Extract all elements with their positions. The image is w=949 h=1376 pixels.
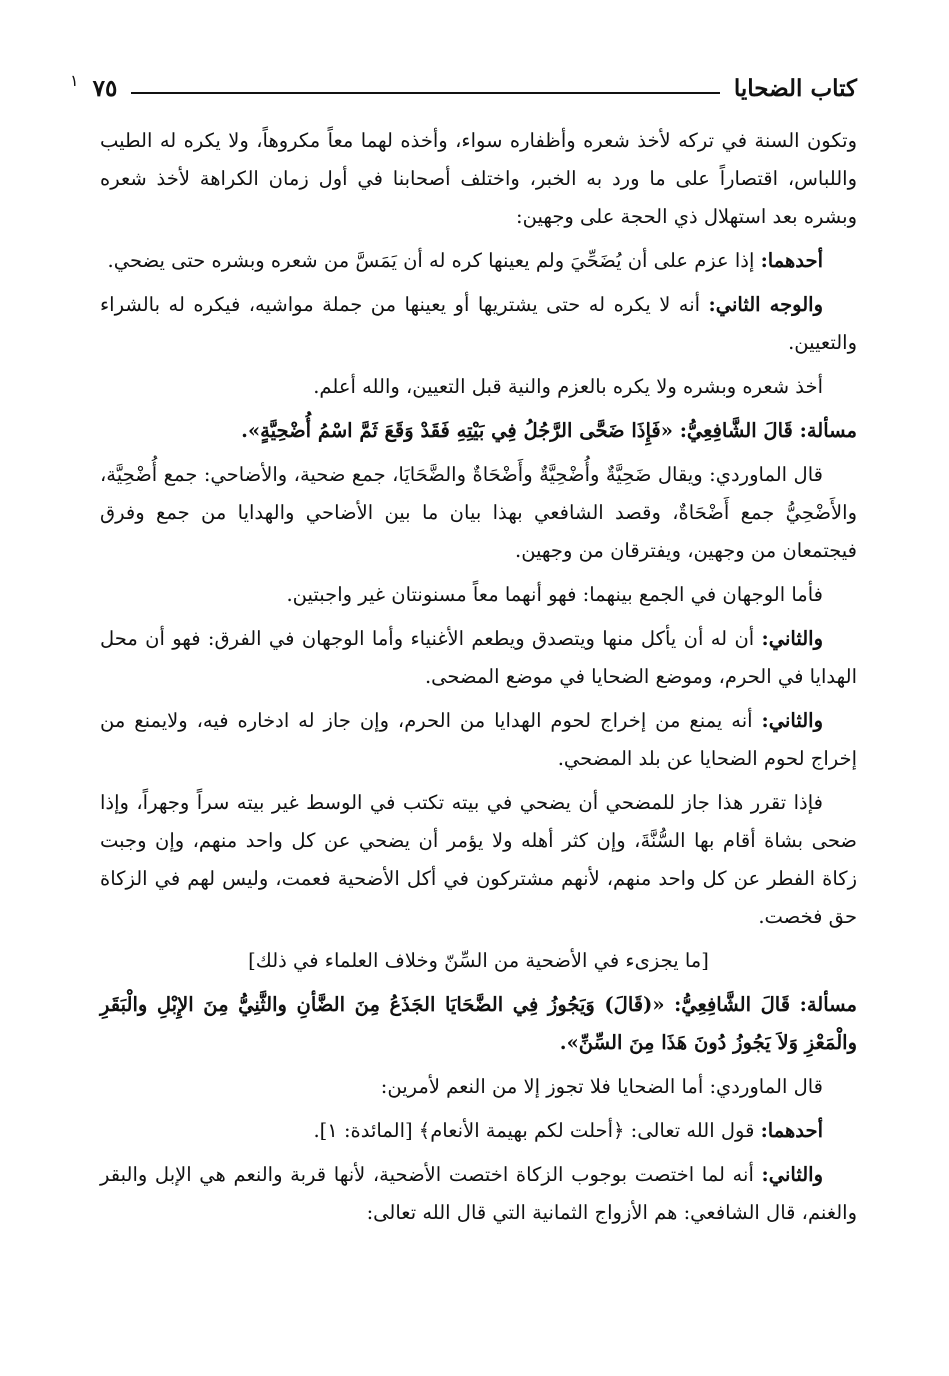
paragraph-1: وتكون السنة في تركه لأخذ شعره وأظفاره سواء، وأخذه لهما معاً مكروهاً، ولا يكره له الطيب واللباس، اقتصاراً على ما ورد به الخبر، واختلف أصحابنا في أول زمان الكراهة لأخذ شعره وبشره بعد استهلال ذي الحجة على وجهين:	[100, 129, 857, 228]
paragraph-5: مسألة: قَالَ الشَّافِعِيُّ: «فَإِذَا ضَحَّى الرَّجُلُ فِي بَيْتِهِ فَقَدْ وَقَعَ ثَمَّ اسْمُ أُضْحِيَّةٍ».	[241, 419, 857, 442]
paragraph-6: قال الماوردي: ويقال ضَحِيَّةٌ وأُضْحِيَّةٌ وأَضْحَاةٌ والضَّحَايَا، جمع ضحية، والأضاحي: جمع أُضْحِيَّة، والأَضْحِيُّ جمع أَضْحَاةٌ، وقصد الشافعي بهذا بيان ما بين الأضاحي والهدايا من جمع وفرق فيجتمعان من وجهين، ويفترقان من وجهين.	[100, 463, 857, 562]
paragraph-3: والوجه الثاني: أنه لا يكره له حتى يشتريها أو يعينها من جملة مواشيه، فيكره له بالشراء والتعيين.	[100, 293, 857, 354]
paragraph-9: والثاني: أنه يمنع من إخراج لحوم الهدايا من الحرم، وإن جاز له ادخاره فيه، ولايمنع من إخراج لحوم الضحايا عن بلد المضحي.	[100, 709, 857, 770]
page-body	[100, 122, 857, 1238]
paragraph-14: أحدهما: قول الله تعالى: ﴿أحلت لكم بهيمة الأنعام﴾ [المائدة: ١].	[313, 1119, 823, 1142]
running-header	[70, 70, 857, 106]
paragraph-12: مسألة: قَالَ الشَّافِعِيُّ: «(قَالَ) وَيَجُوزُ فِي الضَّحَايَا الجَذَعُ مِنَ الضَّأنِ والثَّنِيُّ مِنَ الإِبْلِ والْبَقَرِ والْمَعْزِ وَلاَ يَجُوزُ دُونَ هَذَا مِنَ السِّنِّ».	[100, 993, 857, 1054]
paragraph-10: فإذا تقرر هذا جاز للمضحي أن يضحي في بيته تكتب في الوسط غير بيته سراً وجهراً، وإذا ضحى بشاة أقام بها السُّنَّةَ، وإن كثر أهله ولا يؤمر أن يضحي عن كل واحد منهم، وإن وجبت زكاة الفطر عن كل واحد منهم، لأنهم مشتركون في أكل الأضحية فعمت، وليس لهم في الزكاة حق فخصت.	[100, 791, 857, 928]
paragraph-13: قال الماوردي: أما الضحايا فلا تجوز إلا من النعم لأمرين:	[380, 1075, 823, 1098]
paragraph-2: أحدهما: إذا عزم على أن يُضَحِّيَ ولم يعينها كره له أن يَمَسَّ من شعره وبشره حتى يضحي.	[107, 249, 823, 272]
section-heading: [ما يجزىء في الأضحية من السِّنّ وخلاف العلماء في ذلك]	[248, 949, 709, 972]
paragraph-8: والثاني: أن له أن يأكل منها ويتصدق ويطعم الأغنياء وأما الوجهان في الفرق: فهو أن محل الهدايا في الحرم، وموضع الضحايا في موضع المضحى.	[100, 627, 857, 688]
paragraph-15: والثاني: أنه لما اختصت بوجوب الزكاة اختصت الأضحية، لأنها قربة والنعم هي الإبل والبقر والغنم، قال الشافعي: هم الأزواج الثمانية التي قال الله تعالى:	[100, 1163, 857, 1224]
chapter-title: كتاب الضحايا	[733, 74, 857, 102]
margin-mark: ١	[70, 70, 79, 90]
page-number: ٧٥	[92, 74, 118, 102]
paragraph-7: فأما الوجهان في الجمع بينهما: فهو أنهما معاً مسنونتان غير واجبتين.	[286, 583, 823, 606]
paragraph-4: أخذ شعره وبشره ولا يكره بالعزم والنية قبل التعيين، والله أعلم.	[313, 375, 823, 398]
header-rule	[131, 92, 720, 94]
